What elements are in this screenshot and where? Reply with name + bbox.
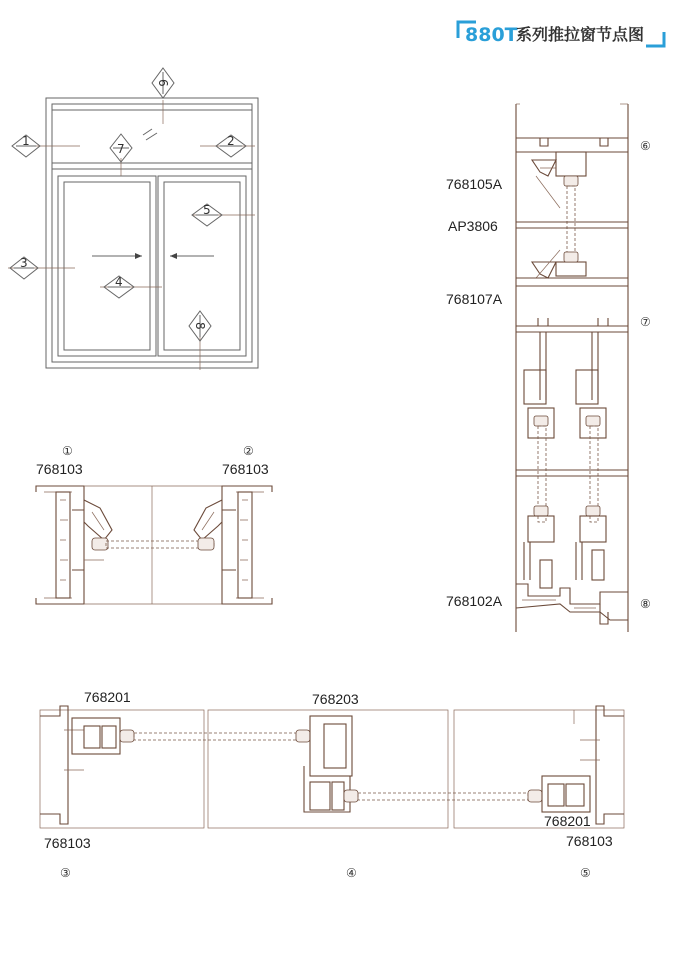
svg-text:2: 2	[227, 134, 235, 148]
svg-text:1: 1	[22, 134, 30, 148]
code-768103-left: 768103	[36, 461, 83, 477]
marker-5-label: ⑤	[580, 866, 591, 880]
marker-4-label: ④	[346, 866, 357, 880]
code-768102A: 768102A	[446, 593, 503, 609]
code-768201-right: 768201	[544, 813, 591, 829]
section-marker-2	[216, 134, 246, 157]
svg-text:8: 8	[193, 322, 207, 330]
section-marker-6	[152, 68, 174, 98]
marker-8-label: ⑧	[640, 597, 651, 611]
code-768103-bottom-left: 768103	[44, 835, 91, 851]
section-marker-8	[189, 311, 211, 341]
marker-6-label: ⑥	[640, 139, 651, 153]
code-768203: 768203	[312, 691, 359, 707]
section-marker-1	[12, 134, 40, 157]
section-marker-4	[104, 275, 134, 298]
code-768103-right: 768103	[222, 461, 269, 477]
section-6-7-8-detail	[446, 104, 651, 632]
svg-text:4: 4	[115, 275, 123, 289]
marker-1-label: ①	[62, 444, 73, 458]
section-3-4-5-detail	[40, 689, 624, 880]
window-elevation	[8, 68, 258, 370]
code-768201-left: 768201	[84, 689, 131, 705]
marker-7-label: ⑦	[640, 315, 651, 329]
section-1-2-detail	[36, 444, 272, 604]
svg-text:6: 6	[156, 79, 170, 87]
svg-text:5: 5	[203, 203, 211, 217]
code-768103-right-bottom: 768103	[566, 833, 613, 849]
code-768105A: 768105A	[446, 176, 503, 192]
section-marker-5	[192, 203, 222, 226]
code-AP3806: AP3806	[448, 218, 498, 234]
section-marker-3	[10, 256, 38, 279]
page-title: 系列推拉窗节点图	[516, 25, 645, 44]
marker-2-label: ②	[243, 444, 254, 458]
title-block	[458, 22, 664, 46]
svg-text:7: 7	[117, 142, 125, 156]
section-marker-7	[110, 134, 132, 162]
code-768107A: 768107A	[446, 291, 503, 307]
svg-text:3: 3	[20, 256, 28, 270]
marker-3-label: ③	[60, 866, 71, 880]
series-number: 880T	[465, 24, 518, 46]
